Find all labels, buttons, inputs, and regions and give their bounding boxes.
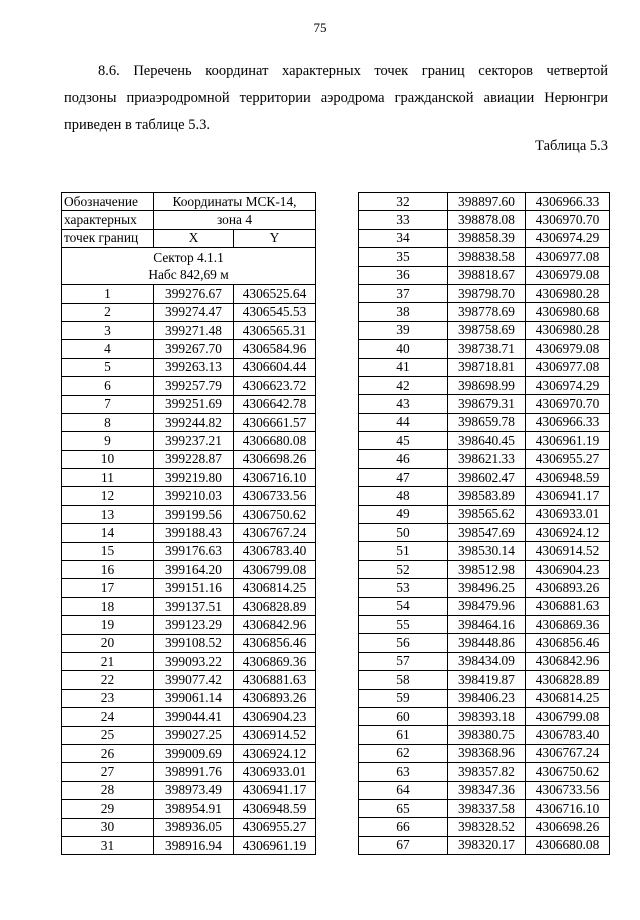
coord-y: 4306948.59 (526, 468, 610, 486)
coord-x: 398368.96 (448, 744, 526, 762)
coord-x: 399274.47 (154, 303, 234, 321)
point-number: 15 (62, 542, 154, 560)
point-number: 18 (62, 597, 154, 615)
coord-y: 4306914.52 (234, 726, 316, 744)
coord-y: 4306856.46 (234, 634, 316, 652)
table-row (359, 560, 610, 578)
point-number: 17 (62, 579, 154, 597)
coord-y: 4306661.57 (234, 413, 316, 431)
point-number: 55 (359, 615, 448, 633)
point-number: 26 (62, 744, 154, 762)
coord-y: 4306698.26 (526, 818, 610, 836)
point-number: 58 (359, 671, 448, 689)
coord-y: 4306974.29 (526, 229, 610, 247)
coordinates-table-left (61, 192, 316, 855)
point-number: 9 (62, 432, 154, 450)
coord-y: 4306842.96 (526, 652, 610, 670)
table-row (62, 763, 316, 781)
coord-x: 398897.60 (448, 193, 526, 211)
point-number: 25 (62, 726, 154, 744)
coord-y: 4306893.26 (526, 579, 610, 597)
coord-x: 398479.96 (448, 597, 526, 615)
table-row (359, 284, 610, 302)
coord-x: 398328.52 (448, 818, 526, 836)
coord-x: 398406.23 (448, 689, 526, 707)
coord-x: 398621.33 (448, 450, 526, 468)
header-zone: зона 4 (154, 211, 316, 229)
coord-y: 4306828.89 (526, 671, 610, 689)
table-row (359, 266, 610, 284)
point-number: 59 (359, 689, 448, 707)
point-number: 22 (62, 671, 154, 689)
coord-x: 398818.67 (448, 266, 526, 284)
coord-y: 4306933.01 (526, 505, 610, 523)
table-row (359, 450, 610, 468)
point-number: 53 (359, 579, 448, 597)
point-number: 19 (62, 616, 154, 634)
coord-y: 4306977.08 (526, 358, 610, 376)
coord-x: 398954.91 (154, 800, 234, 818)
sector-row (62, 248, 316, 285)
coord-y: 4306955.27 (526, 450, 610, 468)
coord-x: 399257.79 (154, 377, 234, 395)
point-number: 6 (62, 377, 154, 395)
coord-x: 398347.36 (448, 781, 526, 799)
coord-x: 399271.48 (154, 321, 234, 339)
point-number: 20 (62, 634, 154, 652)
coord-y: 4306970.70 (526, 211, 610, 229)
coord-x: 398659.78 (448, 413, 526, 431)
table-row (359, 634, 610, 652)
table-row (62, 652, 316, 670)
header-coordinates: Координаты МСК-14, (154, 193, 316, 211)
coord-y: 4306698.26 (234, 450, 316, 468)
table-row (62, 800, 316, 818)
coord-y: 4306966.33 (526, 413, 610, 431)
table-row (62, 487, 316, 505)
point-number: 62 (359, 744, 448, 762)
table-row (62, 836, 316, 854)
coord-x: 399263.13 (154, 358, 234, 376)
point-number: 67 (359, 836, 448, 854)
table-row (359, 413, 610, 431)
point-number: 52 (359, 560, 448, 578)
header-y: Y (234, 229, 316, 247)
coord-y: 4306767.24 (526, 744, 610, 762)
coord-y: 4306680.08 (234, 432, 316, 450)
table-row (359, 340, 610, 358)
table-row (62, 708, 316, 726)
coord-y: 4306814.25 (234, 579, 316, 597)
coord-x: 399027.25 (154, 726, 234, 744)
coord-x: 398973.49 (154, 781, 234, 799)
coord-y: 4306980.28 (526, 321, 610, 339)
coord-y: 4306783.40 (234, 542, 316, 560)
coord-x: 398991.76 (154, 763, 234, 781)
point-number: 27 (62, 763, 154, 781)
coord-x: 399251.69 (154, 395, 234, 413)
table-row (359, 744, 610, 762)
coord-y: 4306904.23 (526, 560, 610, 578)
table-row (62, 377, 316, 395)
coord-x: 399093.22 (154, 652, 234, 670)
paragraph-line: подзоны приаэродромной территории аэродрома гражданской авиации Нерюнгри (64, 90, 608, 106)
coord-y: 4306733.56 (234, 487, 316, 505)
coord-x: 399123.29 (154, 616, 234, 634)
coord-x: 398419.87 (448, 671, 526, 689)
coord-y: 4306799.08 (234, 561, 316, 579)
table-row (359, 707, 610, 725)
coord-x: 399009.69 (154, 744, 234, 762)
coord-y: 4306869.36 (526, 615, 610, 633)
coord-x: 398718.81 (448, 358, 526, 376)
point-number: 44 (359, 413, 448, 431)
point-number: 66 (359, 818, 448, 836)
table-row (359, 597, 610, 615)
coord-y: 4306842.96 (234, 616, 316, 634)
coord-y: 4306979.08 (526, 266, 610, 284)
table-row (62, 358, 316, 376)
table-row (359, 358, 610, 376)
coord-y: 4306750.62 (234, 505, 316, 523)
coord-x: 398337.58 (448, 799, 526, 817)
table-row (62, 616, 316, 634)
coord-y: 4306980.68 (526, 303, 610, 321)
point-number: 1 (62, 285, 154, 303)
coord-x: 398547.69 (448, 524, 526, 542)
coord-y: 4306856.46 (526, 634, 610, 652)
coord-y: 4306767.24 (234, 524, 316, 542)
point-number: 41 (359, 358, 448, 376)
coord-y: 4306623.72 (234, 377, 316, 395)
point-number: 47 (359, 468, 448, 486)
coord-y: 4306970.70 (526, 395, 610, 413)
coord-y: 4306604.44 (234, 358, 316, 376)
coord-y: 4306869.36 (234, 652, 316, 670)
coord-y: 4306924.12 (234, 744, 316, 762)
coord-y: 4306974.29 (526, 376, 610, 394)
coord-x: 398583.89 (448, 487, 526, 505)
coord-x: 398448.86 (448, 634, 526, 652)
point-number: 48 (359, 487, 448, 505)
coord-x: 399267.70 (154, 340, 234, 358)
table-row (62, 579, 316, 597)
table-row (62, 671, 316, 689)
coord-x: 398936.05 (154, 818, 234, 836)
point-number: 39 (359, 321, 448, 339)
table-row (359, 468, 610, 486)
header-point-label: характерных (62, 211, 154, 229)
table-row (359, 229, 610, 247)
paragraph-line: 8.6. Перечень координат характерных точек границ секторов четвертой (98, 63, 608, 79)
point-number: 32 (359, 193, 448, 211)
coord-x: 398858.39 (448, 229, 526, 247)
point-number: 37 (359, 284, 448, 302)
table-row (62, 542, 316, 560)
coord-y: 4306881.63 (234, 671, 316, 689)
coord-x: 399108.52 (154, 634, 234, 652)
page-number: 75 (313, 20, 327, 35)
coord-x: 398602.47 (448, 468, 526, 486)
point-number: 29 (62, 800, 154, 818)
coord-y: 4306933.01 (234, 763, 316, 781)
coord-y: 4306584.96 (234, 340, 316, 358)
table-row (359, 303, 610, 321)
coord-x: 398758.69 (448, 321, 526, 339)
table-row (62, 321, 316, 339)
coord-x: 398640.45 (448, 432, 526, 450)
table-row (359, 542, 610, 560)
table-row (62, 561, 316, 579)
table-row (359, 799, 610, 817)
coord-y: 4306977.08 (526, 248, 610, 266)
coord-y: 4306545.53 (234, 303, 316, 321)
coord-x: 398679.31 (448, 395, 526, 413)
coord-x: 398778.69 (448, 303, 526, 321)
table-row (359, 763, 610, 781)
header-x: X (154, 229, 234, 247)
table-row (62, 432, 316, 450)
table-row (359, 689, 610, 707)
table-row (62, 744, 316, 762)
coord-x: 399061.14 (154, 689, 234, 707)
coord-y: 4306948.59 (234, 800, 316, 818)
coord-y: 4306828.89 (234, 597, 316, 615)
point-number: 24 (62, 708, 154, 726)
coord-x: 398565.62 (448, 505, 526, 523)
table-row (359, 395, 610, 413)
table-row (62, 634, 316, 652)
coord-y: 4306924.12 (526, 524, 610, 542)
point-number: 42 (359, 376, 448, 394)
point-number: 38 (359, 303, 448, 321)
coord-y: 4306733.56 (526, 781, 610, 799)
table-row (359, 321, 610, 339)
point-number: 57 (359, 652, 448, 670)
point-number: 23 (62, 689, 154, 707)
point-number: 40 (359, 340, 448, 358)
intro-paragraph (64, 58, 608, 139)
coord-y: 4306941.17 (234, 781, 316, 799)
table-row (359, 836, 610, 854)
table-row (62, 597, 316, 615)
point-number: 64 (359, 781, 448, 799)
point-number: 2 (62, 303, 154, 321)
point-number: 61 (359, 726, 448, 744)
table-row (62, 285, 316, 303)
point-number: 16 (62, 561, 154, 579)
coord-x: 399237.21 (154, 432, 234, 450)
point-number: 31 (62, 836, 154, 854)
table-row (359, 487, 610, 505)
table-row (62, 469, 316, 487)
coord-y: 4306914.52 (526, 542, 610, 560)
point-number: 34 (359, 229, 448, 247)
coord-x: 399044.41 (154, 708, 234, 726)
table-row (359, 193, 610, 211)
coord-x: 398512.98 (448, 560, 526, 578)
table-row (359, 726, 610, 744)
coord-x: 399188.43 (154, 524, 234, 542)
point-number: 60 (359, 707, 448, 725)
coord-x: 399137.51 (154, 597, 234, 615)
point-number: 28 (62, 781, 154, 799)
point-number: 36 (359, 266, 448, 284)
point-number: 50 (359, 524, 448, 542)
coordinates-table-right (358, 192, 610, 855)
point-number: 43 (359, 395, 448, 413)
point-number: 45 (359, 432, 448, 450)
coord-y: 4306565.31 (234, 321, 316, 339)
table-row (62, 340, 316, 358)
point-number: 10 (62, 450, 154, 468)
table-row (359, 579, 610, 597)
coord-x: 398838.58 (448, 248, 526, 266)
coord-x: 398393.18 (448, 707, 526, 725)
coord-x: 398496.25 (448, 579, 526, 597)
table-row (62, 781, 316, 799)
coord-x: 398878.08 (448, 211, 526, 229)
coord-y: 4306814.25 (526, 689, 610, 707)
table-row (359, 781, 610, 799)
coord-x: 398357.82 (448, 763, 526, 781)
coord-x: 398738.71 (448, 340, 526, 358)
coord-x: 398698.99 (448, 376, 526, 394)
table-row (62, 303, 316, 321)
point-number: 63 (359, 763, 448, 781)
coord-y: 4306904.23 (234, 708, 316, 726)
table-row (359, 211, 610, 229)
point-number: 56 (359, 634, 448, 652)
coord-y: 4306525.64 (234, 285, 316, 303)
table-caption: Таблица 5.3 (535, 138, 608, 154)
table-row (359, 376, 610, 394)
table-row (359, 524, 610, 542)
table-row (62, 505, 316, 523)
coord-y: 4306799.08 (526, 707, 610, 725)
table-row (359, 671, 610, 689)
point-number: 30 (62, 818, 154, 836)
point-number: 65 (359, 799, 448, 817)
coord-x: 399176.63 (154, 542, 234, 560)
sector-name: Сектор 4.1.1 (153, 250, 224, 266)
sector-height: Набс 842,69 м (148, 267, 229, 283)
point-number: 33 (359, 211, 448, 229)
coord-x: 399199.56 (154, 505, 234, 523)
table-row (62, 450, 316, 468)
table-row (62, 395, 316, 413)
header-point-label: Обозначение (62, 193, 154, 211)
point-number: 13 (62, 505, 154, 523)
coord-y: 4306893.26 (234, 689, 316, 707)
point-number: 8 (62, 413, 154, 431)
point-number: 7 (62, 395, 154, 413)
table-row (359, 432, 610, 450)
coord-x: 398434.09 (448, 652, 526, 670)
point-number: 51 (359, 542, 448, 560)
table-row (359, 615, 610, 633)
point-number: 49 (359, 505, 448, 523)
table-row (62, 726, 316, 744)
coord-y: 4306966.33 (526, 193, 610, 211)
point-number: 4 (62, 340, 154, 358)
point-number: 46 (359, 450, 448, 468)
coord-x: 399210.03 (154, 487, 234, 505)
coord-x: 399164.20 (154, 561, 234, 579)
point-number: 54 (359, 597, 448, 615)
coord-y: 4306955.27 (234, 818, 316, 836)
table-row (359, 818, 610, 836)
point-number: 5 (62, 358, 154, 376)
table-row (359, 505, 610, 523)
table-row (359, 652, 610, 670)
coord-y: 4306941.17 (526, 487, 610, 505)
coord-x: 399244.82 (154, 413, 234, 431)
point-number: 35 (359, 248, 448, 266)
coord-y: 4306961.19 (234, 836, 316, 854)
point-number: 3 (62, 321, 154, 339)
coord-x: 399219.80 (154, 469, 234, 487)
coord-y: 4306881.63 (526, 597, 610, 615)
coord-x: 399077.42 (154, 671, 234, 689)
point-number: 12 (62, 487, 154, 505)
table-row (62, 689, 316, 707)
coord-x: 399151.16 (154, 579, 234, 597)
coord-x: 399276.67 (154, 285, 234, 303)
coord-x: 398798.70 (448, 284, 526, 302)
table-row (359, 248, 610, 266)
coord-x: 398464.16 (448, 615, 526, 633)
header-point-label: точек границ (62, 229, 154, 247)
coord-x: 398380.75 (448, 726, 526, 744)
coord-y: 4306783.40 (526, 726, 610, 744)
table-row (62, 524, 316, 542)
coord-y: 4306961.19 (526, 432, 610, 450)
table-row (62, 818, 316, 836)
coord-y: 4306642.78 (234, 395, 316, 413)
coord-y: 4306680.08 (526, 836, 610, 854)
point-number: 21 (62, 652, 154, 670)
coord-y: 4306979.08 (526, 340, 610, 358)
coord-x: 398916.94 (154, 836, 234, 854)
coord-x: 399228.87 (154, 450, 234, 468)
coord-x: 398320.17 (448, 836, 526, 854)
coord-y: 4306750.62 (526, 763, 610, 781)
table-row (62, 413, 316, 431)
point-number: 14 (62, 524, 154, 542)
paragraph-line: приведен в таблице 5.3. (64, 117, 210, 133)
coord-y: 4306980.28 (526, 284, 610, 302)
coord-y: 4306716.10 (526, 799, 610, 817)
coord-y: 4306716.10 (234, 469, 316, 487)
point-number: 11 (62, 469, 154, 487)
coord-x: 398530.14 (448, 542, 526, 560)
